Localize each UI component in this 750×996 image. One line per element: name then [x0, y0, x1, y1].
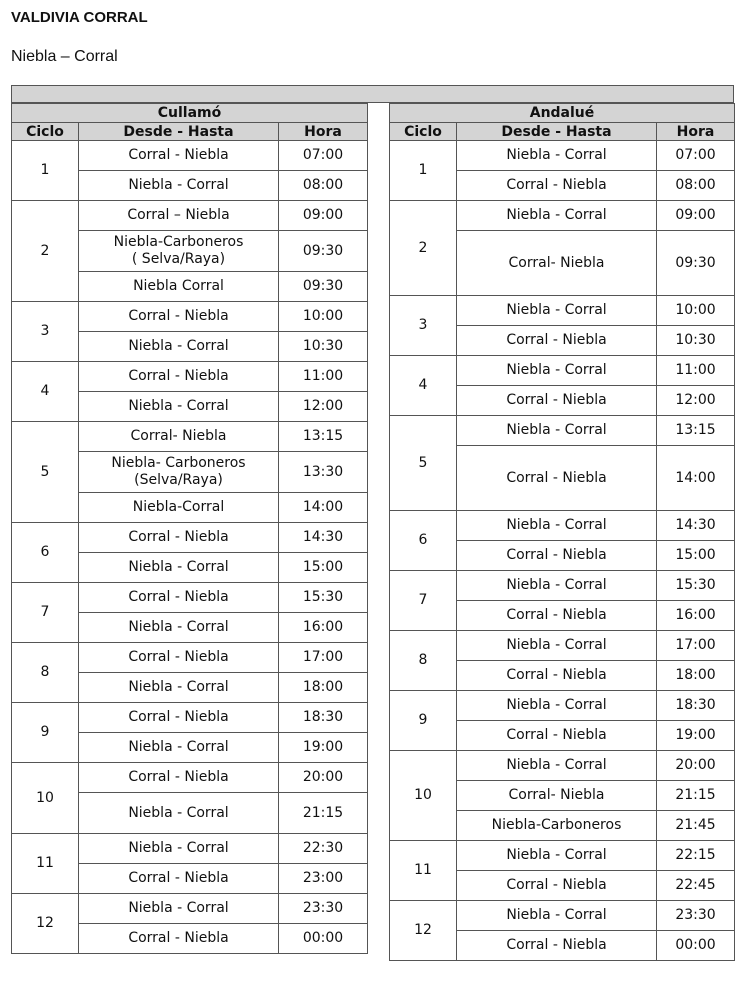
route-cell: Niebla - Corral	[457, 841, 657, 871]
hora-cell: 10:00	[657, 296, 735, 326]
document-title: VALDIVIA CORRAL	[11, 9, 148, 26]
route-cell: Corral - Niebla	[79, 763, 279, 793]
route-cell: Corral - Niebla	[79, 924, 279, 954]
hora-cell: 00:00	[657, 931, 735, 961]
ciclo-cell: 5	[390, 416, 457, 511]
route-cell: Corral - Niebla	[457, 541, 657, 571]
table-row	[12, 523, 368, 553]
hora-cell: 18:00	[657, 661, 735, 691]
hora-cell: 19:00	[657, 721, 735, 751]
ciclo-cell: 6	[12, 523, 79, 583]
route-cell: Corral - Niebla	[457, 326, 657, 356]
hora-cell: 10:00	[279, 302, 368, 332]
hora-cell: 15:30	[279, 583, 368, 613]
route-cell: Corral- Niebla	[457, 231, 657, 296]
hora-cell: 23:30	[279, 894, 368, 924]
route-cell: Niebla - Corral	[79, 553, 279, 583]
route-cell: Corral - Niebla	[457, 661, 657, 691]
table-row	[12, 362, 368, 392]
route-cell: Niebla - Corral	[457, 631, 657, 661]
route-cell: Niebla - Corral	[457, 751, 657, 781]
route-cell: Niebla - Corral	[79, 332, 279, 362]
route-cell: Corral - Niebla	[79, 583, 279, 613]
route-cell: Corral - Niebla	[457, 446, 657, 511]
table-row	[12, 302, 368, 332]
route-cell: Corral- Niebla	[457, 781, 657, 811]
schedule-table-andalue	[389, 103, 735, 961]
table-row	[390, 511, 735, 541]
table-row	[12, 703, 368, 733]
hora-cell: 18:00	[279, 673, 368, 703]
ciclo-cell: 2	[12, 201, 79, 302]
table-row	[390, 691, 735, 721]
route-cell: Niebla - Corral	[79, 613, 279, 643]
hora-cell: 14:30	[657, 511, 735, 541]
route-cell: Niebla - Corral	[79, 733, 279, 763]
route-cell: Niebla - Corral	[79, 392, 279, 422]
hora-cell: 14:00	[657, 446, 735, 511]
route-cell: Niebla - Corral	[457, 201, 657, 231]
route-cell: Niebla - Corral	[457, 416, 657, 446]
route-cell: Niebla - Corral	[79, 673, 279, 703]
hora-cell: 21:45	[657, 811, 735, 841]
route-cell: Corral - Niebla	[457, 601, 657, 631]
table-row	[390, 751, 735, 781]
table-row	[390, 631, 735, 661]
hora-cell: 22:30	[279, 834, 368, 864]
ciclo-cell: 10	[12, 763, 79, 834]
hora-cell: 16:00	[657, 601, 735, 631]
hora-cell: 14:00	[279, 493, 368, 523]
route-cell: Corral- Niebla	[79, 422, 279, 452]
hora-cell: 12:00	[279, 392, 368, 422]
hora-header: Hora	[657, 123, 735, 141]
ciclo-cell: 10	[390, 751, 457, 841]
route-cell: Corral - Niebla	[457, 171, 657, 201]
ciclo-cell: 3	[12, 302, 79, 362]
hora-cell: 10:30	[279, 332, 368, 362]
route-header: Desde - Hasta	[79, 123, 279, 141]
ciclo-cell: 12	[390, 901, 457, 961]
route-cell: Niebla - Corral	[79, 894, 279, 924]
route-cell: Niebla-Carboneros	[457, 811, 657, 841]
hora-cell: 11:00	[279, 362, 368, 392]
table-title: Cullamó	[12, 104, 368, 123]
route-cell: Niebla - Corral	[457, 691, 657, 721]
ciclo-cell: 9	[390, 691, 457, 751]
hora-cell: 00:00	[279, 924, 368, 954]
route-cell: Corral - Niebla	[457, 386, 657, 416]
hora-cell: 09:00	[279, 201, 368, 231]
hora-cell: 13:15	[657, 416, 735, 446]
table-row	[12, 583, 368, 613]
table-row	[390, 571, 735, 601]
ciclo-cell: 1	[390, 141, 457, 201]
table-row	[390, 141, 735, 171]
header-band	[11, 85, 734, 103]
route-cell: Niebla - Corral	[457, 901, 657, 931]
hora-cell: 20:00	[279, 763, 368, 793]
ciclo-cell: 6	[390, 511, 457, 571]
ciclo-cell: 7	[390, 571, 457, 631]
route-cell: Niebla - Corral	[457, 571, 657, 601]
route-cell: Niebla - Corral	[79, 171, 279, 201]
route-cell: Niebla - Corral	[457, 296, 657, 326]
hora-cell: 16:00	[279, 613, 368, 643]
route-cell: Corral – Niebla	[79, 201, 279, 231]
table-row	[390, 201, 735, 231]
route-header: Desde - Hasta	[457, 123, 657, 141]
hora-cell: 09:30	[657, 231, 735, 296]
ciclo-cell: 1	[12, 141, 79, 201]
route-cell: Niebla-Carboneros ( Selva/Raya)	[79, 231, 279, 272]
ciclo-header: Ciclo	[390, 123, 457, 141]
route-cell: Niebla - Corral	[79, 793, 279, 834]
hora-cell: 21:15	[657, 781, 735, 811]
table-title: Andalué	[390, 104, 735, 123]
table-gap	[367, 103, 389, 988]
route-cell: Niebla-Corral	[79, 493, 279, 523]
hora-cell: 08:00	[279, 171, 368, 201]
ciclo-cell: 2	[390, 201, 457, 296]
hora-cell: 23:00	[279, 864, 368, 894]
ciclo-cell: 9	[12, 703, 79, 763]
hora-cell: 17:00	[279, 643, 368, 673]
hora-cell: 13:30	[279, 452, 368, 493]
ciclo-cell: 11	[12, 834, 79, 894]
hora-cell: 20:00	[657, 751, 735, 781]
route-cell: Corral - Niebla	[79, 302, 279, 332]
hora-cell: 14:30	[279, 523, 368, 553]
ciclo-cell: 3	[390, 296, 457, 356]
table-row	[12, 894, 368, 924]
route-cell: Corral - Niebla	[457, 931, 657, 961]
table-row	[390, 356, 735, 386]
hora-cell: 19:00	[279, 733, 368, 763]
route-cell: Niebla Corral	[79, 272, 279, 302]
hora-cell: 09:00	[657, 201, 735, 231]
hora-header: Hora	[279, 123, 368, 141]
table-row	[390, 416, 735, 446]
route-cell: Corral - Niebla	[457, 721, 657, 751]
hora-cell: 12:00	[657, 386, 735, 416]
hora-cell: 23:30	[657, 901, 735, 931]
hora-cell: 08:00	[657, 171, 735, 201]
hora-cell: 17:00	[657, 631, 735, 661]
hora-cell: 15:30	[657, 571, 735, 601]
route-cell: Niebla - Corral	[457, 511, 657, 541]
table-row	[12, 834, 368, 864]
route-cell: Corral - Niebla	[79, 864, 279, 894]
route-cell: Niebla- Carboneros (Selva/Raya)	[79, 452, 279, 493]
route-cell: Corral - Niebla	[79, 703, 279, 733]
table-row	[12, 763, 368, 793]
ciclo-cell: 11	[390, 841, 457, 901]
ciclo-cell: 8	[12, 643, 79, 703]
hora-cell: 18:30	[279, 703, 368, 733]
route-cell: Corral - Niebla	[79, 643, 279, 673]
ciclo-cell: 7	[12, 583, 79, 643]
route-cell: Corral - Niebla	[457, 871, 657, 901]
hora-cell: 10:30	[657, 326, 735, 356]
table-row	[12, 141, 368, 171]
table-row	[12, 643, 368, 673]
table-row	[390, 841, 735, 871]
route-cell: Corral - Niebla	[79, 141, 279, 171]
route-cell: Niebla - Corral	[457, 141, 657, 171]
hora-cell: 07:00	[279, 141, 368, 171]
ciclo-cell: 4	[390, 356, 457, 416]
table-row	[12, 422, 368, 452]
hora-cell: 21:15	[279, 793, 368, 834]
ciclo-cell: 4	[12, 362, 79, 422]
route-cell: Corral - Niebla	[79, 362, 279, 392]
route-cell: Niebla - Corral	[79, 834, 279, 864]
hora-cell: 09:30	[279, 231, 368, 272]
hora-cell: 09:30	[279, 272, 368, 302]
hora-cell: 15:00	[657, 541, 735, 571]
table-row	[12, 201, 368, 231]
table-row	[390, 296, 735, 326]
hora-cell: 15:00	[279, 553, 368, 583]
table-row	[390, 901, 735, 931]
ciclo-cell: 8	[390, 631, 457, 691]
hora-cell: 11:00	[657, 356, 735, 386]
hora-cell: 18:30	[657, 691, 735, 721]
hora-cell: 22:15	[657, 841, 735, 871]
ciclo-cell: 5	[12, 422, 79, 523]
ciclo-cell: 12	[12, 894, 79, 954]
hora-cell: 13:15	[279, 422, 368, 452]
ciclo-header: Ciclo	[12, 123, 79, 141]
route-cell: Corral - Niebla	[79, 523, 279, 553]
hora-cell: 07:00	[657, 141, 735, 171]
route-cell: Niebla - Corral	[457, 356, 657, 386]
schedule-table-cullamo	[11, 103, 368, 954]
hora-cell: 22:45	[657, 871, 735, 901]
document-subtitle: Niebla – Corral	[11, 48, 118, 65]
